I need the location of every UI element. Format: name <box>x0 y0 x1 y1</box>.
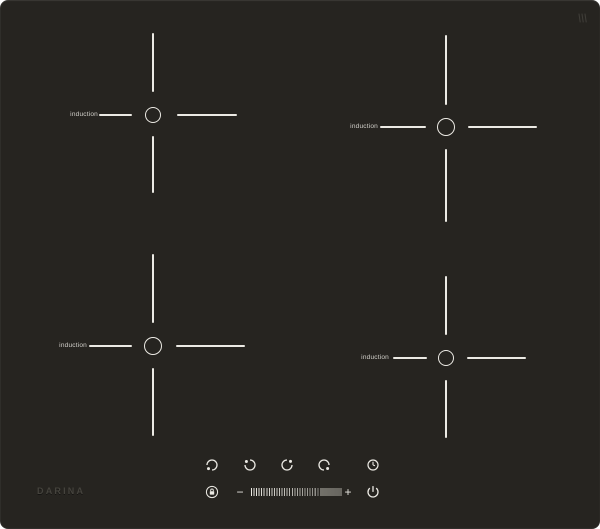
zone-center-ring <box>437 118 455 136</box>
zone-arm-right <box>177 114 237 116</box>
zone-arm-top <box>152 33 154 92</box>
power-increase-button[interactable]: + <box>344 485 352 499</box>
child-lock-icon <box>204 484 220 500</box>
zone-arm-right <box>468 126 537 128</box>
burner-select-rear-left-icon <box>242 457 258 473</box>
burner-select-front-left-icon <box>204 457 220 473</box>
slider-level-bar <box>320 488 342 496</box>
slider-tick-marks <box>251 488 320 496</box>
brand-logo: DARINA <box>37 486 86 496</box>
zone-center-ring <box>144 337 162 355</box>
burner-select-front-right-icon <box>316 457 332 473</box>
burner-select-rear-left-button[interactable] <box>242 457 258 473</box>
zone-label: induction <box>59 342 87 349</box>
zone-label: induction <box>350 123 378 130</box>
burner-select-rear-right-icon <box>279 457 295 473</box>
burner-select-rear-right-button[interactable] <box>279 457 295 473</box>
burner-select-front-right-button[interactable] <box>316 457 332 473</box>
zone-arm-bottom <box>445 380 447 438</box>
zone-arm-top <box>152 254 154 323</box>
zone-arm-left <box>380 126 426 128</box>
power-button[interactable] <box>365 484 381 500</box>
zone-label: induction <box>361 354 389 361</box>
hot-surface-indicator-icon <box>576 9 589 25</box>
zone-label: induction <box>70 111 98 118</box>
power-decrease-button[interactable]: − <box>236 485 244 499</box>
zone-arm-top <box>445 276 447 335</box>
zone-center-ring <box>145 107 161 123</box>
zone-arm-left <box>89 345 132 347</box>
zone-arm-bottom <box>445 149 447 222</box>
power-level-slider[interactable] <box>251 488 342 496</box>
zone-arm-bottom <box>152 368 154 436</box>
burner-select-front-left-button[interactable] <box>204 457 220 473</box>
zone-arm-bottom <box>152 136 154 193</box>
timer-clock-icon <box>365 457 381 473</box>
zone-arm-left <box>393 357 427 359</box>
timer-button[interactable] <box>365 457 381 473</box>
zone-arm-left <box>99 114 132 116</box>
zone-arm-right <box>176 345 245 347</box>
zone-arm-top <box>445 35 447 105</box>
power-icon <box>365 484 381 500</box>
zone-center-ring <box>438 350 454 366</box>
zone-arm-right <box>467 357 526 359</box>
child-lock-button[interactable] <box>204 484 220 500</box>
